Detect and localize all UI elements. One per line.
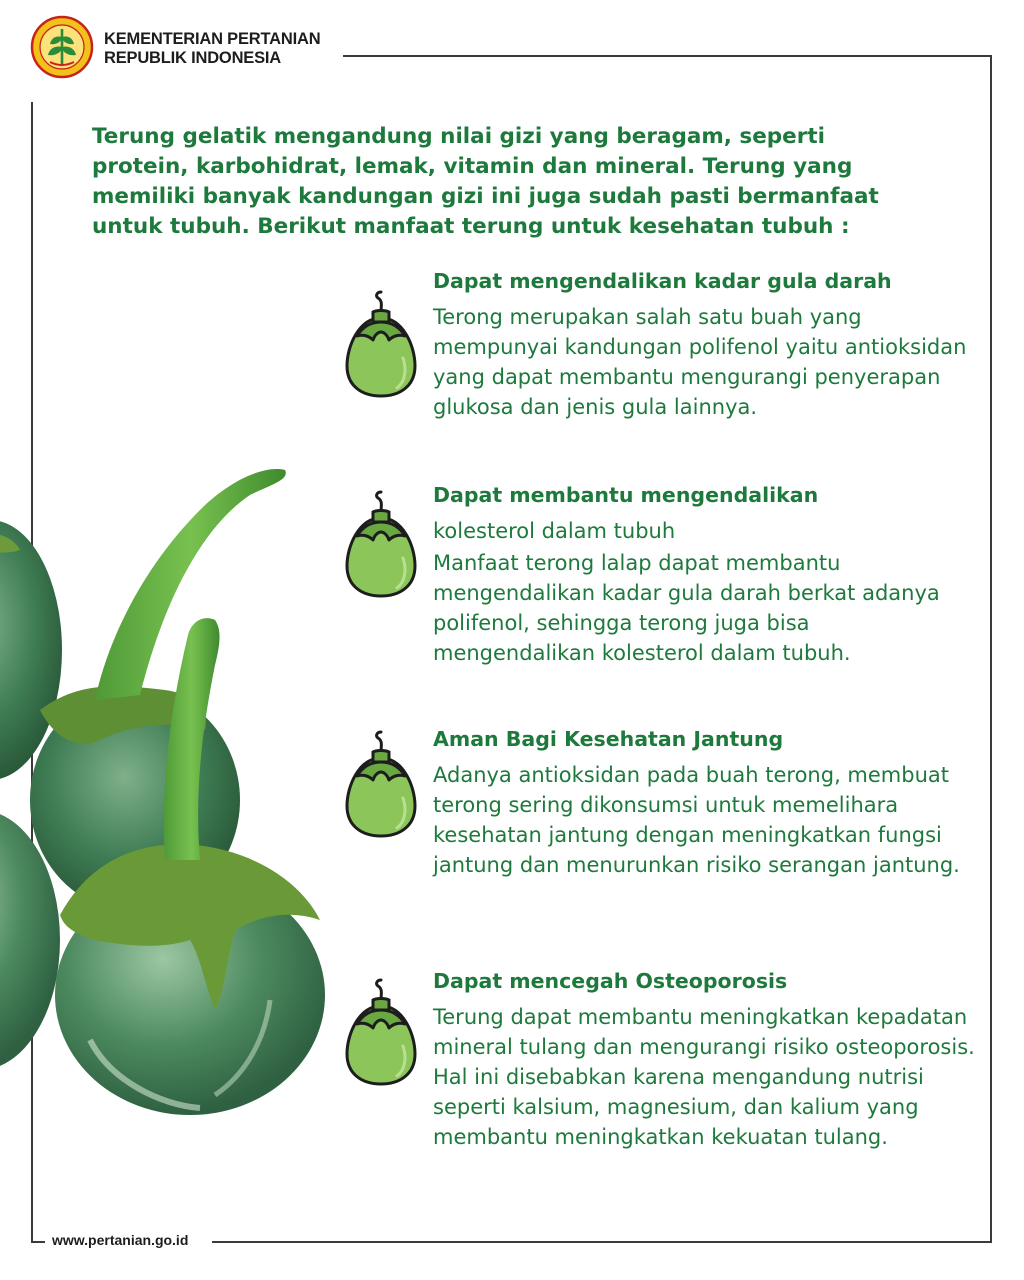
benefit-item: [433, 724, 978, 880]
benefit-body: Terong merupakan salah satu buah yang mempunyai kandungan polifenol yaitu antioksidan yang dapat membantu mengurangi penyerapan glukosa dan jenis gula lainnya.: [433, 305, 967, 419]
benefit-subtitle: kolesterol dalam tubuh: [433, 519, 676, 543]
eggplant-icon: [343, 488, 419, 600]
ministry-line-2: REPUBLIK INDONESIA: [104, 49, 281, 67]
benefit-title: Aman Bagi Kesehatan Jantung: [433, 727, 784, 751]
benefit-body: Adanya antioksidan pada buah terong, membuat terong sering dikonsumsi untuk memelihara kesehatan jantung dengan meningkatkan fungsi jantung dan menurunkan risiko serangan jantung.: [433, 763, 960, 877]
frame-line-bottom-left: [31, 1241, 45, 1243]
benefit-item: [433, 966, 978, 1152]
benefit-title: Dapat membantu mengendalikan: [433, 483, 819, 507]
ministry-name: [104, 30, 320, 68]
ministry-logo-icon: [30, 15, 94, 79]
eggplant-icon: [343, 728, 419, 840]
ministry-line-1: KEMENTERIAN PERTANIAN: [104, 30, 321, 48]
benefit-body: Terung dapat membantu meningkatkan kepadatan mineral tulang dan mengurangi risiko osteoporosis. Hal ini disebabkan karena mengandung nutrisi seperti kalsium, magnesium, dan kalium yang membantu meningkatkan kekuatan tulang.: [433, 1005, 975, 1149]
eggplant-icon: [343, 288, 419, 400]
intro-paragraph: Terung gelatik mengandung nilai gizi yang beragam, seperti protein, karbohidrat, lemak, vitamin dan mineral. Terung yang memiliki banyak kandungan gizi ini juga sudah pasti bermanfaat untuk tubuh. Berikut manfaat terung untuk kesehatan tubuh :: [92, 124, 879, 239]
footer-website-link[interactable]: www.pertanian.go.id: [52, 1232, 189, 1248]
benefit-item: [433, 480, 978, 668]
benefit-title: Dapat mencegah Osteoporosis: [433, 969, 788, 993]
eggplant-icon: [343, 976, 419, 1088]
benefit-body: Manfaat terong lalap dapat membantu mengendalikan kadar gula darah berkat adanya polifenol, sehingga terong juga bisa mengendalikan kolesterol dalam tubuh.: [433, 551, 940, 665]
eggplant-photo: [0, 440, 340, 1130]
benefit-item: [433, 266, 978, 422]
frame-line-top: [343, 55, 992, 57]
frame-line-right: [990, 55, 992, 1243]
frame-line-bottom: [212, 1241, 992, 1243]
benefit-title: Dapat mengendalikan kadar gula darah: [433, 269, 892, 293]
